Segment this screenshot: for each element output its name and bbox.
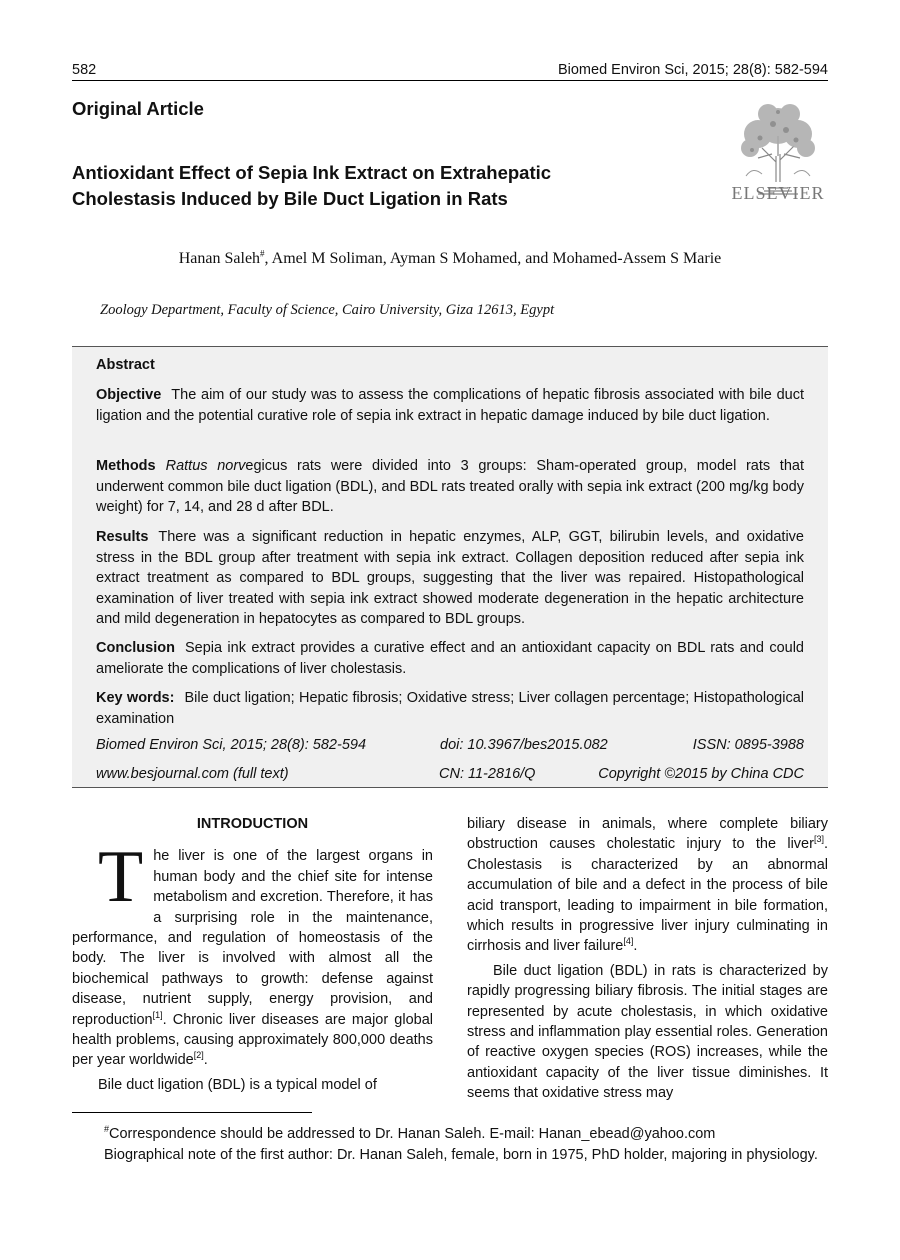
biographical-note: Biographical note of the first author: Dr. Hanan Saleh, female, born in 1975, PhD holder, majoring in physiology.: [104, 1146, 818, 1163]
intro-paragraph-continued: [467, 814, 828, 957]
intro-paragraph-bdl: Bile duct ligation (BDL) in rats is characterized by rapidly progressing biliary fibrosis. The initial stages are represented by acute cholestasis, in which oxidative stress and inflammation play essential roles. Generation of reactive oxygen species (ROS) increases, while the antioxidant capacity of the liver tissue diminishes. It seems that oxidative stress may: [467, 962, 828, 1102]
affiliation: Zoology Department, Faculty of Science, Cairo University, Giza 12613, Egypt: [100, 302, 555, 318]
abstract-results: [96, 527, 804, 630]
right-p1-text-a: biliary disease in animals, where complete biliary obstruction causes cholestatic injury to the liver: [467, 816, 828, 853]
abstract-box: [72, 346, 828, 788]
methods-text: egicus rats were divided into 3 groups: Sham-operated group, model rats that underwent common bile duct ligation (BDL), and BDL rats treated orally with sepia ink extract (200 mg/kg body weight) for 7, 14, and 28 d after BDL.: [96, 458, 804, 515]
page-number: 582: [72, 62, 97, 78]
journal-reference: Biomed Environ Sci, 2015; 28(8): 582-594: [557, 62, 828, 78]
footnote: [72, 1124, 828, 1165]
intro-p1-text-b: . Chronic liver diseases are major global health problems, causing approximately 800,000 deaths per year worldwide: [72, 1011, 433, 1069]
article-type: Original Article: [72, 98, 204, 119]
journal-website[interactable]: www.besjournal.com (full text): [96, 766, 289, 782]
correspondence-mark: #: [260, 248, 265, 259]
other-authors: , Amel M Soliman, Ayman S Mohamed, and Mohamed-Assem S Marie: [264, 250, 722, 267]
ref-4[interactable]: [4]: [623, 936, 634, 947]
intro-paragraph-2-start: Bile duct ligation (BDL) is a typical model of: [98, 1076, 377, 1093]
footnote-mark: #: [104, 1124, 110, 1135]
objective-text: The aim of our study was to assess the complications of hepatic fibrosis associated with bile duct ligation and the potential curative role of sepia ink extract in hepatic damage induced by bile duct ligation.: [96, 387, 804, 424]
methods-label: Methods: [96, 458, 156, 474]
conclusion-text: Sepia ink extract provides a curative effect and an antioxidant capacity on BDL rats and could ameliorate the complications of liver cholestasis.: [96, 640, 804, 677]
drop-cap: T: [98, 836, 144, 919]
objective-label: Objective: [96, 387, 162, 403]
issn: ISSN: 0895-3988: [692, 737, 804, 753]
article-title: Antioxidant Effect of Sepia Ink Extract on Extrahepatic Cholestasis Induced by Bile Duct Ligation in Rats: [72, 162, 552, 209]
correspondence-text: Correspondence should be addressed to Dr. Hanan Saleh. E-mail: Hanan_ebead@yahoo.com: [109, 1126, 716, 1142]
methods-species: Rattus norv: [165, 458, 246, 474]
citation: Biomed Environ Sci, 2015; 28(8): 582-594: [96, 737, 367, 753]
ref-2[interactable]: [2]: [193, 1050, 204, 1061]
intro-p1-text-a: he liver is one of the largest organs in human body and the chief site for intense metabolism and excretion. Therefore, it has a surprising role in the maintenance, performance, and regulation of homeostasis of the body. The liver is involved with almost all the biochemical pathways to growth: defense against disease, nutrient supply, energy provision, and reproduction: [72, 848, 433, 1028]
header-rule: [72, 80, 828, 81]
copyright: Copyright ©2015 by China CDC: [598, 766, 804, 782]
keywords-label: Key words:: [96, 690, 175, 706]
right-p1-text-b: . Cholestasis is characterized by an abnormal accumulation of bile and a defect in the process of bile acid transport, leading to impairment in bile formation, which results in progressive liver injury culminating in cirrhosis and liver failure: [467, 836, 828, 955]
conclusion-label: Conclusion: [96, 640, 175, 656]
correspondence-note: [72, 1124, 828, 1145]
keywords-text: Bile duct ligation; Hepatic fibrosis; Oxidative stress; Liver collagen percentage; Histopathological examination: [96, 690, 804, 727]
abstract-conclusion: [96, 638, 804, 679]
ref-1[interactable]: [1]: [152, 1009, 163, 1020]
elsevier-logo-text: ELSEVIER: [731, 183, 825, 203]
cn-number: CN: 11-2816/Q: [439, 766, 536, 782]
abstract-objective: [96, 385, 804, 426]
body-right-column: [467, 814, 828, 1104]
abstract-methods: [96, 456, 804, 518]
author-list: [0, 250, 900, 268]
first-author: Hanan Saleh: [178, 250, 261, 267]
doi: doi: 10.3967/bes2015.082: [440, 737, 608, 753]
right-p1-text-c: .: [633, 938, 638, 955]
footnote-rule: [72, 1112, 312, 1113]
body-left-column: [72, 814, 433, 1095]
intro-p1-text-c: .: [203, 1052, 208, 1069]
results-text: There was a significant reduction in hepatic enzymes, ALP, GGT, bilirubin levels, and oxidative stress in the BDL group after treatment with sepia ink extract. Collagen deposition reduced after sepia ink extract treatment as compared to BDL groups, suggesting that the liver was repaired. Histopathological examination of liver treated with sepia ink extract showed moderate degeneration in the hepatic architecture and mild degeneration in hepatocytes as compared to BDL groups.: [96, 529, 804, 627]
results-label: Results: [96, 529, 149, 545]
abstract-heading: Abstract: [96, 357, 155, 373]
abstract-keywords: [96, 688, 804, 729]
introduction-heading: INTRODUCTION: [196, 816, 309, 832]
ref-3[interactable]: [3]: [813, 834, 824, 845]
intro-paragraph-1: [72, 836, 433, 1070]
